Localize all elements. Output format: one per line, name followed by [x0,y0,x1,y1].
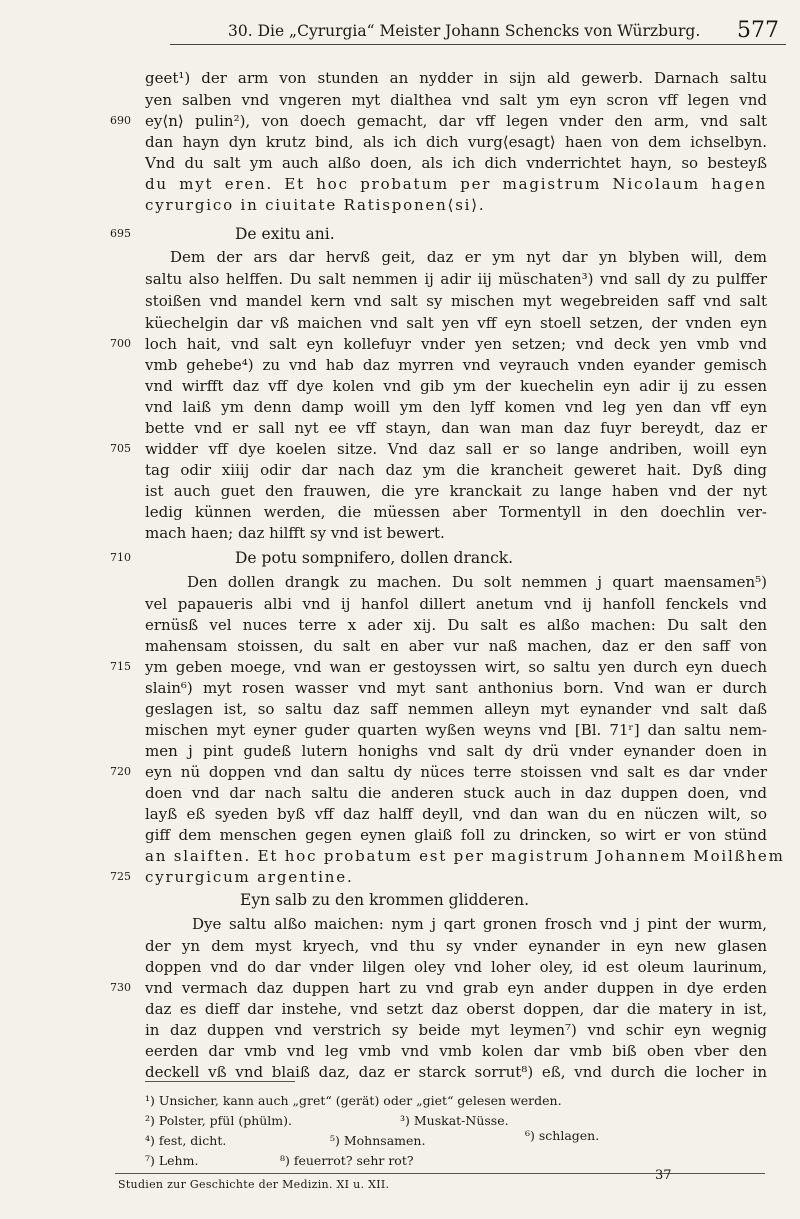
text-line: eyn nü doppen vnd dan saltu dy nüces terre stoissen vnd salt es dar vnder [145,763,767,781]
section-heading-text: Eyn salb zu den krommen glidderen. [240,891,530,909]
header-rule [170,44,786,45]
text-line: ernüsß vel nuces terre x ader xij. Du salt es alßo machen: Du salt den [145,616,767,634]
footnote: ²) Polster, pfül (phülm). [145,1113,293,1128]
text-line: dan hayn dyn krutz bind, als ich dich vurg⟨esagt⟩ haen von dem ichselbyn. [145,133,767,151]
text-line: Dem der ars dar hervß geit, daz er ym nyt dar yn blyben will, dem [170,248,767,266]
text-line: küechelgin dar vß maichen vnd salt yen vff eyn stoell setzen, der vnden eyn [145,314,767,332]
text-line: deckell vß vnd blaiß daz, daz er starck sorrut⁸) eß, vnd durch die locher in [145,1063,767,1081]
signature-mark: 37 [655,1168,672,1183]
text-line: vnd wirfft daz vff dye kolen vnd gib ym der kuechelin eyn adir ij zu essen [145,377,767,395]
line-number: 715 [110,660,131,673]
text-line: vmb gehebe⁴) zu vnd hab daz myrren vnd veyrauch vnden eyander gemisch [145,356,767,374]
text-line: an slaiften. Et hoc probatum est per magistrum Johannem Moilßhem [145,847,785,865]
line-number: 710 [110,551,131,564]
footnote: ¹) Unsicher, kann auch „gret“ (gerät) oder „giet“ gelesen werden. [145,1093,562,1108]
running-header [60,18,800,46]
text-line: doen vnd dar nach saltu die anderen stuck auch in daz duppen doen, vnd [145,784,767,802]
text-line: der yn dem myst kryech, vnd thu sy vnder eynander in eyn new glasen [145,937,767,955]
text-line: mach haen; daz hilfft sy vnd ist bewert. [145,524,445,542]
text-line: cyrurgicum argentine. [145,868,354,886]
line-number: 695 [110,227,131,240]
line-number: 730 [110,981,131,994]
footnote: ⁴) fest, dicht. [145,1133,227,1148]
text-line: Dye saltu alßo maichen: nym j qart gronen frosch vnd j pint der wurm, [192,915,767,933]
text-line: eerden dar vmb vnd leg vmb vnd vmb kolen dar vmb biß oben vber den [145,1042,767,1060]
text-line: mischen myt eyner guder quarten wyßen weyns vnd [Bl. 71ʳ] dan saltu nem- [145,721,767,739]
section-heading [240,890,529,910]
text-line: tag odir xiiij odir dar nach daz ym die krancheit geweret hait. Dyß ding [145,461,767,479]
text-line: stoißen vnd mandel kern vnd salt sy mischen myt wegebreiden saff vnd salt [145,292,767,310]
text-line: ym geben moege, vnd wan er gestoyssen wirt, so saltu yen durch eyn duech [145,658,767,676]
section-heading-text: De potu sompnifero, dollen dranck. [235,549,514,567]
text-line: ist auch guet den frauwen, die yre kranckait zu lange haben vnd der nyt [145,482,767,500]
footnote: ⁸) feuerrot? sehr rot? [280,1153,414,1168]
text-line: daz es dieff dar instehe, vnd setzt daz oberst doppen, dar die matery in ist, [145,1000,767,1018]
running-title: 30. Die „Cyrurgia“ Meister Johann Schencks von Würzburg. [228,22,701,40]
text-line: vel papaueris albi vnd ij hanfol dillert anetum vnd ij hanfoll fenckels vnd [145,595,767,613]
text-line: mahensam stoissen, du salt en aber vur naß machen, daz er den saff von [145,637,767,655]
text-line: men j pint gudeß lutern honighs vnd salt dy drü vnder eynander doen in [145,742,767,760]
line-number: 700 [110,337,131,350]
line-number: 720 [110,765,131,778]
text-line: widder vff dye koelen sitze. Vnd daz sall er so lange andriben, woill eyn [145,440,767,458]
text-line: doppen vnd do dar vnder lilgen oley vnd loher oley, id est oleum laurinum, [145,958,767,976]
line-number: 725 [110,870,131,883]
footnote: ³) Muskat-Nüsse. [400,1113,509,1128]
text-line: bette vnd er sall nyt ee vff stayn, dan wan man daz fuyr bereydt, daz er [145,419,767,437]
text-line: geet¹) der arm von stunden an nydder in sijn ald gewerb. Darnach saltu [145,69,767,87]
text-line: slain⁶) myt rosen wasser vnd myt sant anthonius born. Vnd wan er durch [145,679,767,697]
text-line: geslagen ist, so saltu daz saff nemmen alleyn myt eynander vnd salt daß [145,700,767,718]
text-line: du myt eren. Et hoc probatum per magistrum Nicolaum hagen [145,175,767,193]
footnote: ⁷) Lehm. [145,1153,199,1168]
section-heading [110,224,335,244]
footnote: ⁵) Mohnsamen. [330,1133,426,1148]
text-line: giff dem menschen gegen eynen glaiß foll zu drincken, so wirt er von stünd [145,826,767,844]
text-line: layß eß syeden byß vff daz halff deyll, vnd dan wan du en nüczen wilt, so [145,805,767,823]
text-line: vnd vermach daz duppen hart zu vnd grab eyn ander duppen in dye erden [145,979,767,997]
text-line: yen salben vnd vngeren myt dialthea vnd salt ym eyn scron vff legen vnd [145,91,767,109]
text-line: ey⟨n⟩ pulin²), von doech gemacht, dar vff legen vnder den arm, vnd salt [145,112,767,130]
page-number: 577 [737,18,779,43]
footnote: ⁶) schlagen. [525,1128,600,1143]
text-line: Den dollen drangk zu machen. Du solt nemmen j quart maensamen⁵) [187,573,767,591]
text-line: ledig künnen werden, die müessen aber Tormentyll in den doechlin ver- [145,503,767,521]
text-line: Vnd du salt ym auch alßo doen, als ich dich vnderrichtet hayn, so besteyß [145,154,767,172]
line-number: 705 [110,442,131,455]
text-line: saltu also helffen. Du salt nemmen ij adir iij müschaten³) vnd sall dy zu pulffer [145,270,767,288]
section-heading-text: De exitu ani. [235,225,335,243]
journal-footer: Studien zur Geschichte der Medizin. XI u. XII. [118,1178,390,1191]
section-heading [110,548,514,568]
text-line: vnd laiß ym denn damp woill ym den lyff komen vnd leg yen dan vff eyn [145,398,767,416]
text-line: cyrurgico in ciuitate Ratisponen⟨si⟩. [145,196,486,214]
text-line: in daz duppen vnd verstrich sy beide myt leymen⁷) vnd schir eyn wegnig [145,1021,767,1039]
line-number: 690 [110,114,131,127]
footnote-rule [145,1081,295,1082]
text-line: loch hait, vnd salt eyn kollefuyr vnder yen setzen; vnd deck yen vmb vnd [145,335,767,353]
